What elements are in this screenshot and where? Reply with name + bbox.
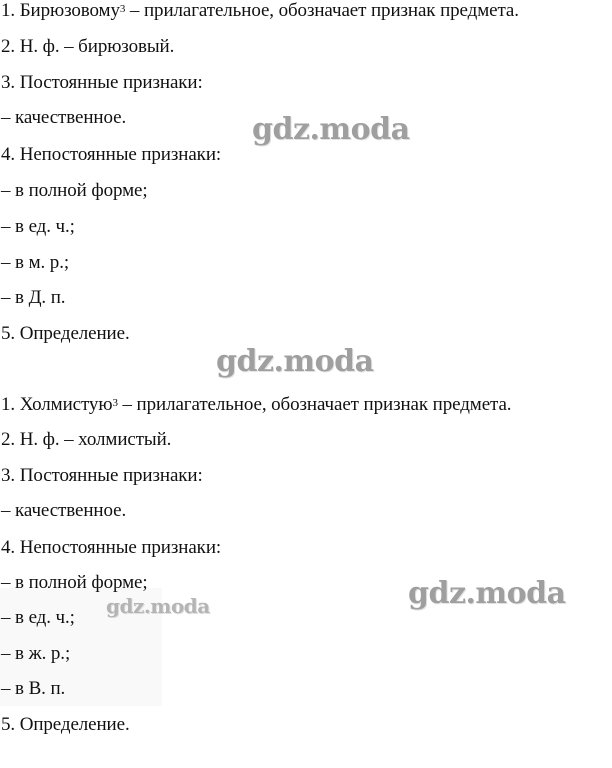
- b2-line-9: – в В. п.: [1, 678, 66, 699]
- b1-footnote-mark: 3: [119, 3, 126, 15]
- b2-line-2: 2. Н. ф. – холмистый.: [1, 429, 172, 450]
- b2-line-4: – качественное.: [1, 500, 127, 521]
- b1-line-10: 5. Определение.: [1, 323, 130, 344]
- b1-line-5: 4. Непостоянные признаки:: [1, 144, 222, 165]
- b2-line-7: – в ед. ч.;: [1, 607, 75, 628]
- b2-line-8: – в ж. р.;: [1, 643, 71, 664]
- b1-line-9: – в Д. п.: [1, 287, 66, 308]
- b1-line-2: 2. Н. ф. – бирюзовый.: [1, 36, 175, 57]
- watermark-2: gdz.moda: [216, 344, 374, 379]
- b1-line-7: – в ед. ч.;: [1, 216, 75, 237]
- b1-line-6: – в полной форме;: [1, 180, 148, 201]
- b2-line-6: – в полной форме;: [1, 572, 148, 593]
- b1-line-8: – в м. р.;: [1, 252, 70, 273]
- b2-line-1: [1, 394, 511, 416]
- watermark-4: gdz.moda: [408, 576, 566, 611]
- watermark-3: gdz.moda: [106, 594, 210, 618]
- b1-line-1: [1, 0, 519, 22]
- b2-definition: – прилагательное, обозначает признак предмета.: [117, 394, 512, 415]
- b2-line-5: 4. Непостоянные признаки:: [1, 537, 222, 558]
- b2-footnote-mark: 3: [112, 397, 118, 409]
- b2-line-3: 3. Постоянные признаки:: [1, 465, 203, 486]
- watermark-1: gdz.moda: [252, 112, 410, 147]
- b1-line-3: 3. Постоянные признаки:: [1, 72, 203, 93]
- b1-line-4: – качественное.: [1, 107, 127, 128]
- b1-word: 1. Бирюзовому: [1, 0, 120, 21]
- b2-line-10: 5. Определение.: [1, 714, 130, 735]
- b1-definition: – прилагательное, обозначает признак предмета.: [125, 0, 519, 21]
- b2-word: 1. Холмистую: [1, 394, 113, 415]
